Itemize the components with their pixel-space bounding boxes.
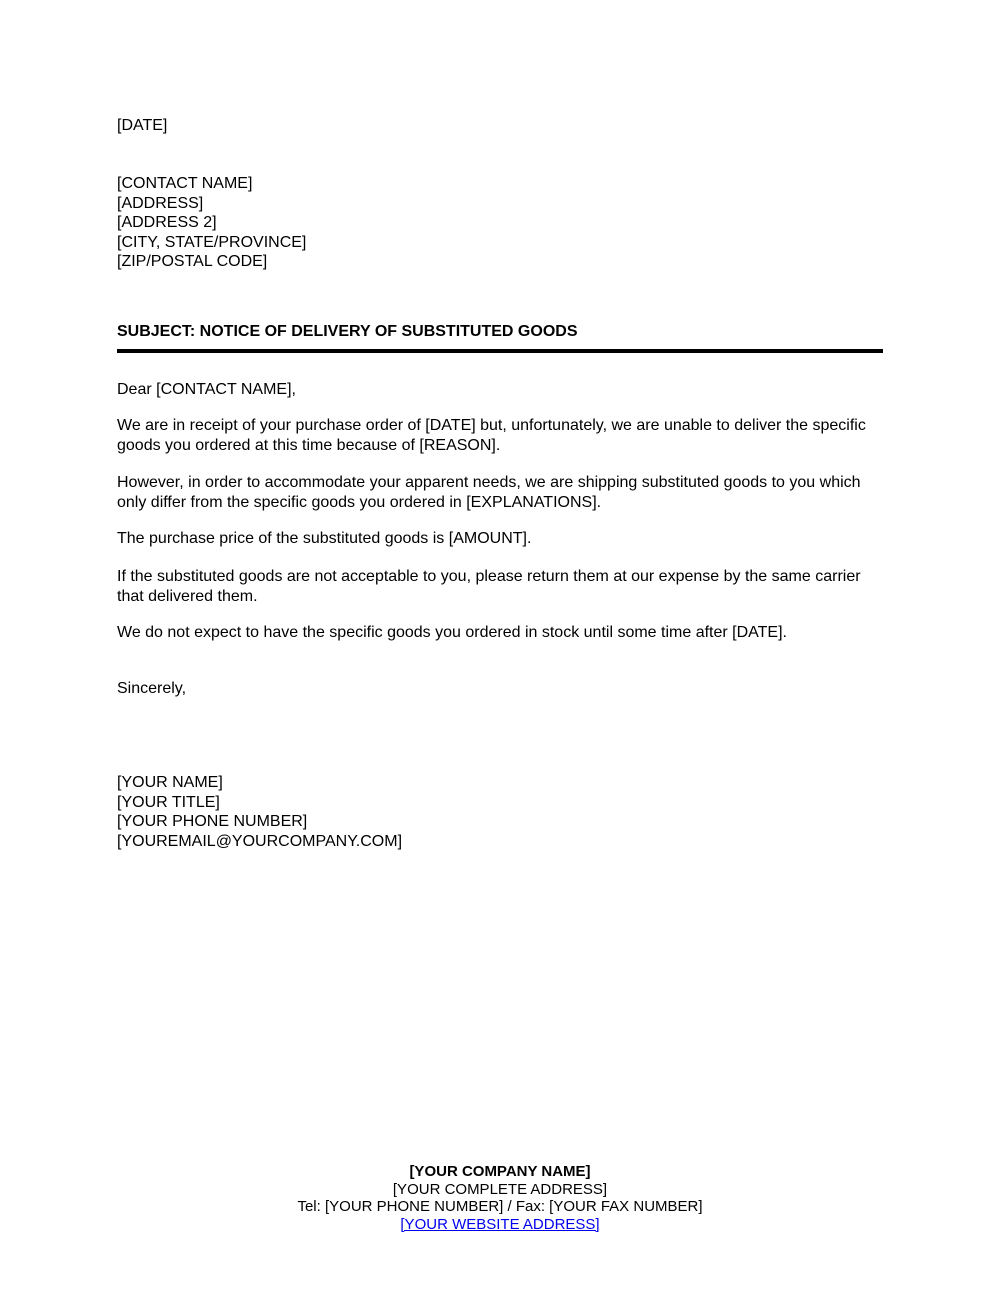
recipient-address-block <box>117 174 887 272</box>
recipient-address-2: [ADDRESS 2] <box>117 214 217 231</box>
signature-title: [YOUR TITLE] <box>117 793 220 811</box>
closing-sincerely: Sincerely, <box>117 680 187 697</box>
website-link[interactable]: [YOUR WEBSITE ADDRESS] <box>400 1215 600 1233</box>
body-paragraph-2: However, in order to accommodate your apparent needs, we are shipping substituted goods to you which only differ from the specific goods you ordered in [EXPLANATIONS]. <box>117 474 861 511</box>
footer-company-name: [YOUR COMPANY NAME] <box>409 1163 591 1180</box>
signature-phone: [YOUR PHONE NUMBER] <box>117 813 308 830</box>
signature-name: [YOUR NAME] <box>117 774 223 791</box>
subject-line: SUBJECT: NOTICE OF DELIVERY OF SUBSTITUTED GOODS <box>117 322 883 353</box>
page-footer <box>0 1163 1000 1233</box>
recipient-contact-name: [CONTACT NAME] <box>117 175 253 192</box>
footer-tel-fax: Tel: [YOUR PHONE NUMBER] / Fax: [YOUR FAX NUMBER] <box>297 1198 703 1216</box>
recipient-zip-code: [ZIP/POSTAL CODE] <box>117 253 268 270</box>
signature-email: [YOUREMAIL@YOURCOMPANY.COM] <box>117 832 403 850</box>
letter-date: [DATE] <box>117 117 168 134</box>
signature-block <box>117 773 887 851</box>
recipient-city-state: [CITY, STATE/PROVINCE] <box>117 233 307 251</box>
salutation: Dear [CONTACT NAME], <box>117 381 296 398</box>
footer-company-address: [YOUR COMPLETE ADDRESS] <box>392 1180 608 1198</box>
footer-website-row <box>0 1216 1000 1234</box>
body-paragraph-4: If the substituted goods are not acceptable to you, please return them at our expense by the same carrier that delivered them. <box>117 568 861 605</box>
body-paragraph-5: We do not expect to have the specific goods you ordered in stock until some time after [DATE]. <box>117 624 787 641</box>
body-paragraph-3: The purchase price of the substituted goods is [AMOUNT]. <box>117 530 532 547</box>
body-paragraph-1: We are in receipt of your purchase order of [DATE] but, unfortunately, we are unable to deliver the specific goods you ordered at this time because of [REASON]. <box>117 417 866 454</box>
recipient-address: [ADDRESS] <box>117 194 204 212</box>
